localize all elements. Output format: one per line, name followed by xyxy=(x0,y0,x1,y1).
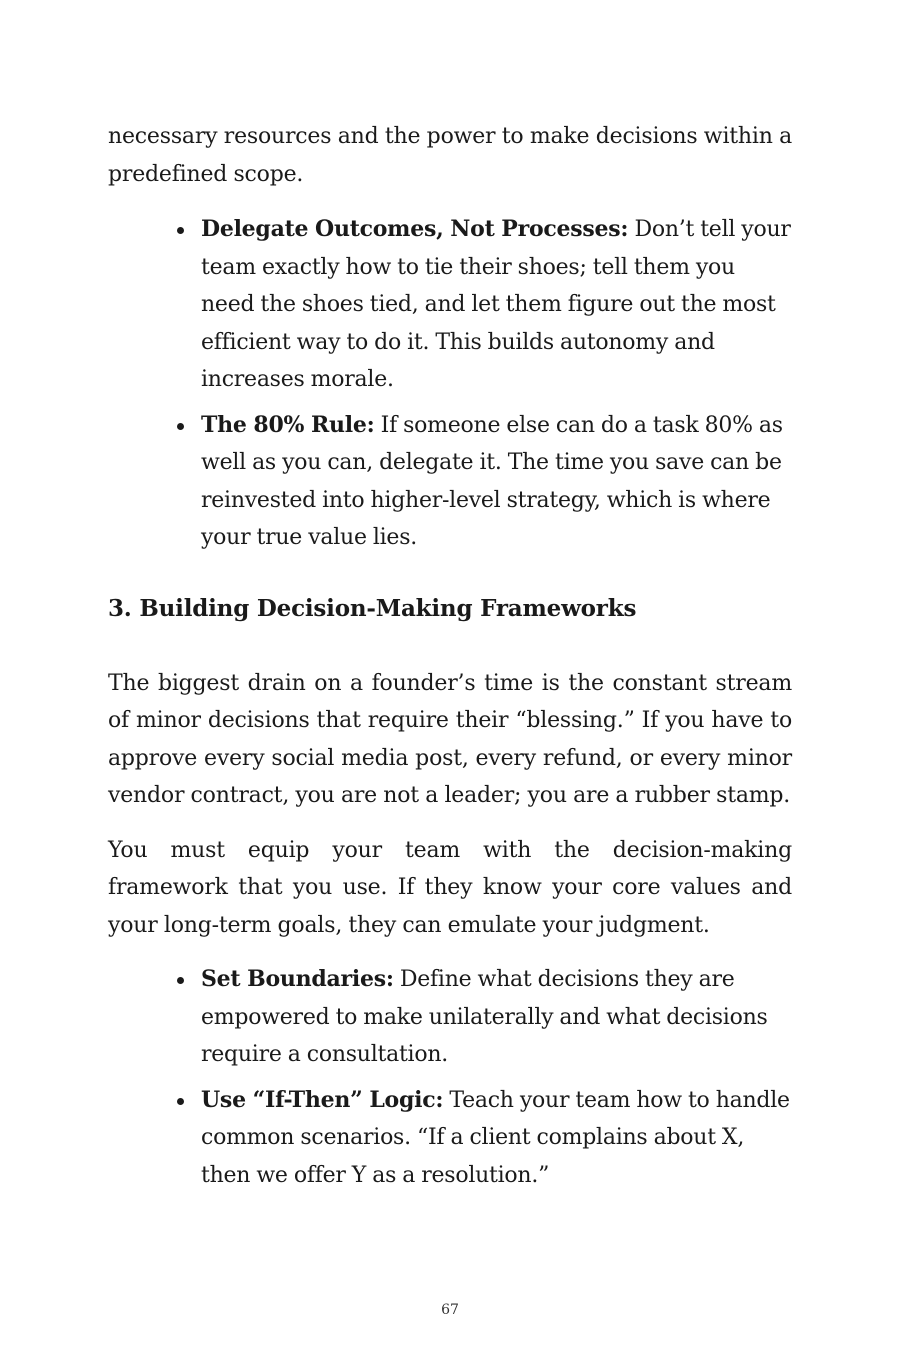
list-item-title: The 80% Rule: xyxy=(201,411,375,438)
bullet-list-delegation xyxy=(108,211,792,557)
list-item xyxy=(201,211,792,399)
list-item-title: Use “If-Then” Logic: xyxy=(201,1086,444,1113)
page-body xyxy=(108,118,792,1202)
list-item-title: Delegate Outcomes, Not Processes: xyxy=(201,216,629,242)
bullet-icon xyxy=(177,227,184,234)
body-paragraph: You must equip your team with the decision-making framework that you use. If they know your core values and your long-term goals, they can emulate your judgment. xyxy=(108,837,792,938)
list-item-text: If someone else can do a task 80% as well as you can, delegate it. The time you save can be reinvested into higher-level strategy, which is where your true value lies. xyxy=(201,412,783,550)
list-item-title: Set Boundaries: xyxy=(201,966,394,992)
bullet-icon xyxy=(177,1098,184,1105)
intro-paragraph: necessary resources and the power to make decisions within a predefined scope. xyxy=(108,124,792,187)
list-item xyxy=(201,1082,792,1195)
list-item-text: Don’t tell your team exactly how to tie their shoes; tell them you need the shoes tied, and let them figure out the most efficient way to do it. This builds autonomy and increases morale. xyxy=(201,217,791,392)
section-heading: 3. Building Decision-Making Frameworks xyxy=(108,594,637,622)
page-number: 67 xyxy=(441,1302,459,1318)
bullet-icon xyxy=(177,977,184,984)
bullet-list-frameworks xyxy=(108,961,792,1194)
body-paragraph: The biggest drain on a founder’s time is the constant stream of minor decisions that require their “blessing.” If you have to approve every social media post, every refund, or every minor vendor contract, you are not a leader; you are a rubber stamp. xyxy=(108,670,792,808)
bullet-icon xyxy=(177,423,184,430)
list-item xyxy=(201,407,792,557)
list-item-text: Teach your team how to handle common scenarios. “If a client complains about X, then we offer Y as a resolution.” xyxy=(201,1087,790,1188)
list-item-text: Define what decisions they are empowered to make unilaterally and what decisions require a consultation. xyxy=(201,967,768,1067)
list-item xyxy=(201,961,792,1074)
